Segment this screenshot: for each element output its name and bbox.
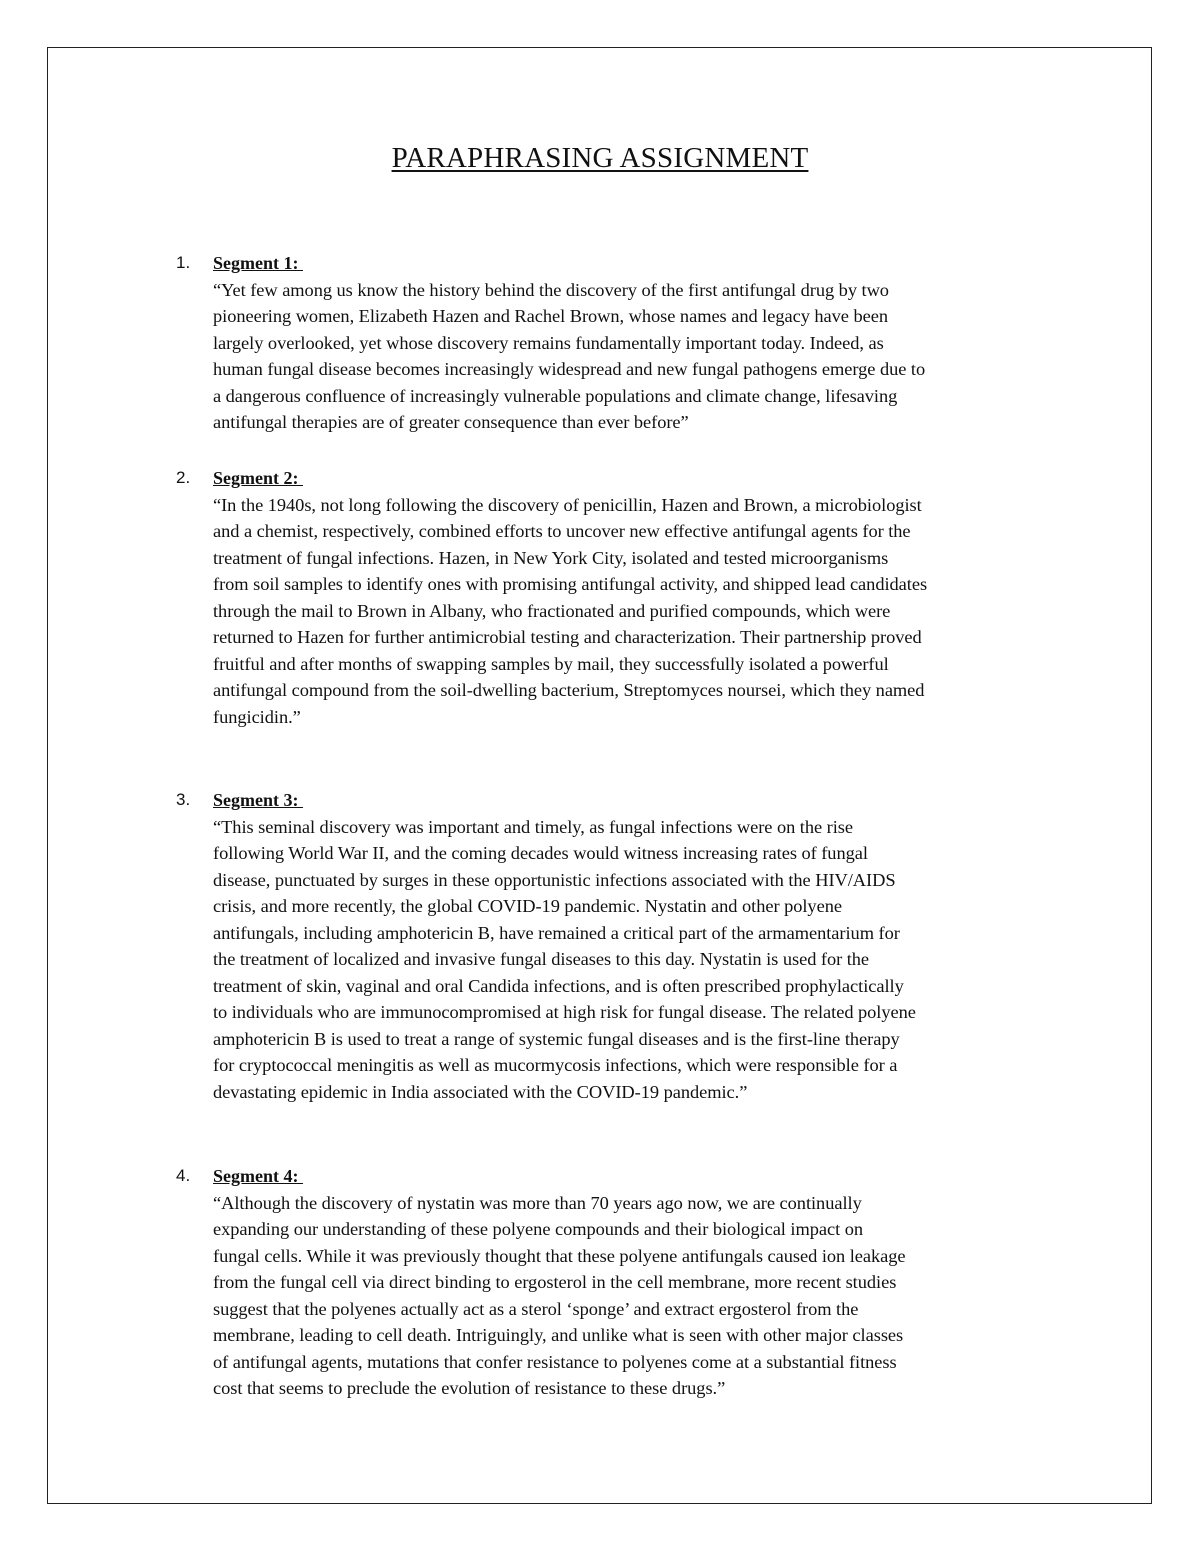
quote-line: and a chemist, respectively, combined efforts to uncover new effective antifungal agents for the [213, 521, 911, 541]
quote-line: treatment of fungal infections. Hazen, in New York City, isolated and tested microorganisms [213, 547, 889, 568]
quote-line: for cryptococcal meningitis as well as mucormycosis infections, which were responsible for a [213, 1055, 898, 1075]
quote-line: “This seminal discovery was important and timely, as fungal infections were on the rise [213, 816, 853, 837]
segment-3 [176, 787, 1076, 1105]
quote-line: antifungal therapies are of greater consequence than ever before” [213, 412, 689, 432]
quote-line: treatment of skin, vaginal and oral Candida infections, and is often prescribed prophylactically [213, 975, 904, 996]
segment-quote [213, 1190, 1076, 1402]
quote-line: antifungals, including amphotericin B, have remained a critical part of the armamentarium for [213, 922, 900, 943]
segment-4 [176, 1163, 1076, 1402]
quote-line: antifungal compound from the soil-dwelling bacterium, Streptomyces noursei, which they named [213, 680, 925, 700]
quote-line: pioneering women, Elizabeth Hazen and Rachel Brown, whose names and legacy have been [213, 306, 888, 326]
quote-line: a dangerous confluence of increasingly vulnerable populations and climate change, lifesaving [213, 385, 898, 406]
quote-line: suggest that the polyenes actually act as a sterol ‘sponge’ and extract ergosterol from the [213, 1298, 859, 1319]
segment-2 [176, 465, 1076, 730]
segment-heading: Segment 1: [213, 253, 303, 273]
segment-heading: Segment 2: [213, 468, 303, 488]
quote-line: from soil samples to identify ones with promising antifungal activity, and shipped lead candidates [213, 574, 928, 594]
segment-number: 3. [176, 790, 191, 809]
quote-line: membrane, leading to cell death. Intriguingly, and unlike what is seen with other major classes [213, 1325, 904, 1345]
quote-line: cost that seems to preclude the evolution of resistance to these drugs.” [213, 1378, 726, 1398]
quote-line: expanding our understanding of these polyene compounds and their biological impact on [213, 1219, 863, 1239]
quote-line: devastating epidemic in India associated with the COVID-19 pandemic.” [213, 1081, 748, 1102]
segment-heading: Segment 4: [213, 1166, 303, 1186]
quote-line: largely overlooked, yet whose discovery remains fundamentally important today. Indeed, as [213, 332, 884, 353]
segment-quote [213, 492, 1076, 731]
quote-line: human fungal disease becomes increasingly widespread and new fungal pathogens emerge due to [213, 359, 926, 379]
segment-number: 4. [176, 1166, 191, 1185]
quote-line: the treatment of localized and invasive fungal diseases to this day. Nystatin is used for the [213, 949, 870, 969]
segment-heading: Segment 3: [213, 790, 303, 810]
segment-1 [176, 250, 1076, 436]
quote-line: crisis, and more recently, the global COVID-19 pandemic. Nystatin and other polyene [213, 896, 842, 916]
segment-quote [213, 814, 1076, 1106]
quote-line: “In the 1940s, not long following the discovery of penicillin, Hazen and Brown, a microbiologist [213, 494, 922, 515]
page-title: PARAPHRASING ASSIGNMENT [391, 142, 809, 174]
quote-line: disease, punctuated by surges in these opportunistic infections associated with the HIV/AIDS [213, 869, 896, 890]
quote-line: fungal cells. While it was previously thought that these polyene antifungals caused ion leakage [213, 1245, 906, 1266]
quote-line: of antifungal agents, mutations that confer resistance to polyenes come at a substantial fitness [213, 1351, 897, 1372]
segment-number: 2. [176, 468, 191, 487]
quote-line: fungicidin.” [213, 706, 301, 727]
quote-line: fruitful and after months of swapping samples by mail, they successfully isolated a powerful [213, 653, 889, 674]
quote-line: amphotericin B is used to treat a range of systemic fungal diseases and is the first-line therapy [213, 1028, 900, 1049]
quote-line: “Yet few among us know the history behind the discovery of the first antifungal drug by two [213, 279, 889, 300]
quote-line: to individuals who are immunocompromised at high risk for fungal disease. The related polyene [213, 1002, 916, 1022]
quote-line: from the fungal cell via direct binding to ergosterol in the cell membrane, more recent studies [213, 1272, 897, 1292]
quote-line: returned to Hazen for further antimicrobial testing and characterization. Their partnership proved [213, 627, 922, 647]
segment-quote [213, 277, 1076, 436]
quote-line: through the mail to Brown in Albany, who fractionated and purified compounds, which were [213, 600, 891, 621]
quote-line: following World War II, and the coming decades would witness increasing rates of fungal [213, 843, 868, 863]
segment-number: 1. [176, 253, 191, 272]
quote-line: “Although the discovery of nystatin was more than 70 years ago now, we are continually [213, 1192, 862, 1213]
